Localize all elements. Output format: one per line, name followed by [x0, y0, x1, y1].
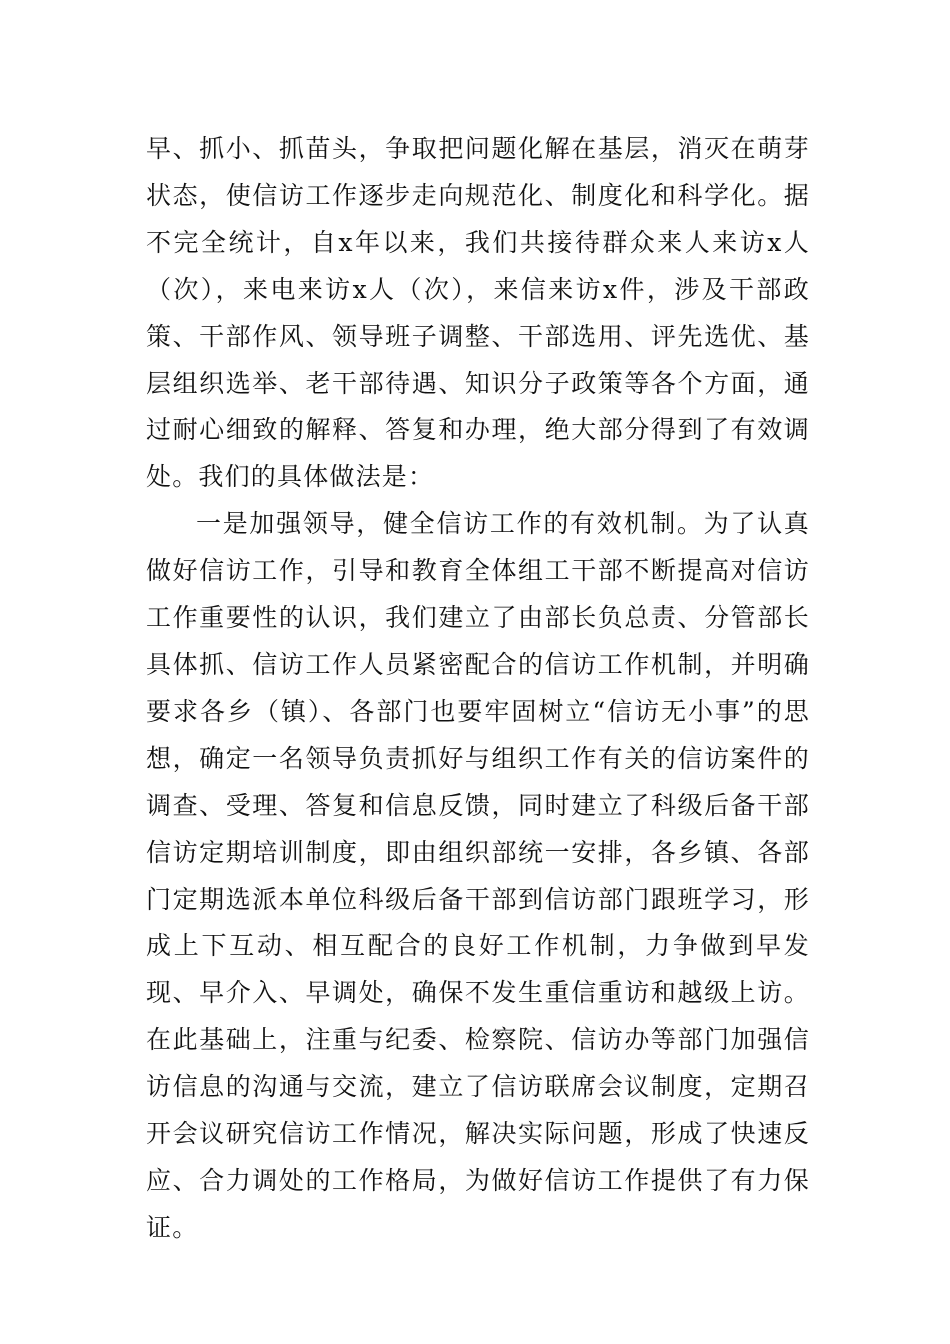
paragraph-leadership-mechanism: 一是加强领导，健全信访工作的有效机制。为了认真做好信访工作，引导和教育全体组工干部不断提高对信访工作重要性的认识，我们建立了由部长负总责、分管部长具体抓、信访工作人员紧密配合的信访工作机制，并明确要求各乡（镇）、各部门也要牢固树立“信访无小事”的思想，确定一名领导负责抓好与组织工作有关的信访案件的调查、受理、答复和信息反馈，同时建立了科级后备干部信访定期培训制度，即由组织部统一安排，各乡镇、各部门定期选派本单位科级后备干部到信访部门跟班学习，形成上下互动、相互配合的良好工作机制，力争做到早发现、早介入、早调处，确保不发生重信重访和越级上访。在此基础上，注重与纪委、检察院、信访办等部门加强信访信息的沟通与交流，建立了信访联席会议制度，定期召开会议研究信访工作情况，解决实际问题，形成了快速反应、合力调处的工作格局，为做好信访工作提供了有力保证。 — [146, 509, 810, 1242]
paragraph-continuation: 早、抓小、抓苗头，争取把问题化解在基层，消灭在萌芽状态，使信访工作逐步走向规范化、制度化和科学化。据不完全统计，自x年以来，我们共接待群众来人来访x人（次），来电来访x人（次），来信来访x件，涉及干部政策、干部作风、领导班子调整、干部选用、评先选优、基层组织选举、老干部待遇、知识分子政策等各个方面，通过耐心细致的解释、答复和办理，绝大部分得到了有效调处。我们的具体做法是： — [146, 134, 810, 492]
document-body — [146, 126, 810, 1252]
